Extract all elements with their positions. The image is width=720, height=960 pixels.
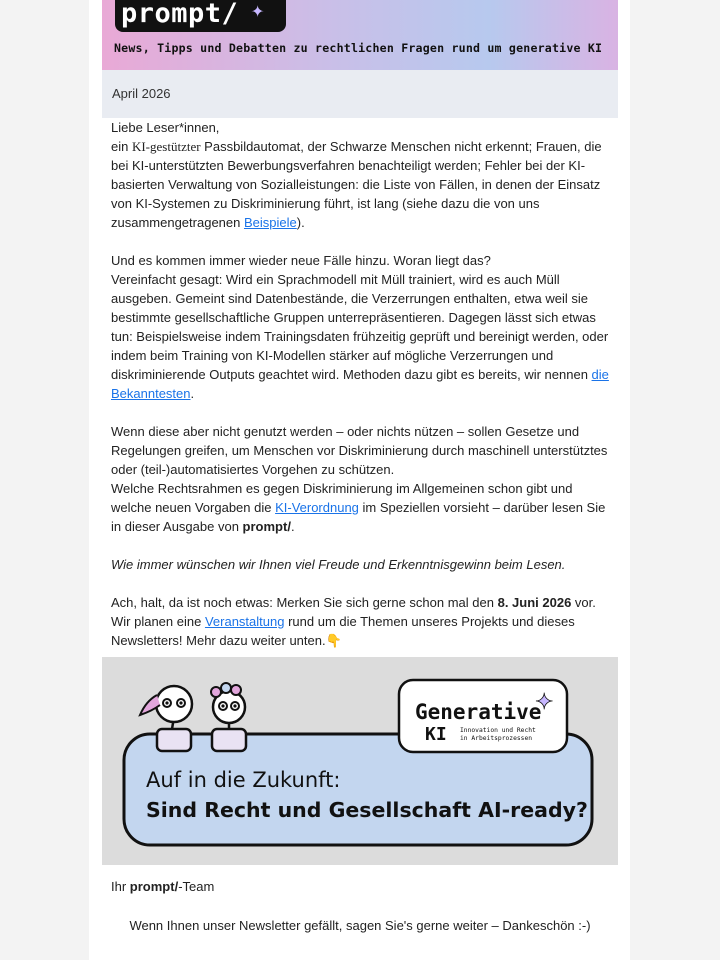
event-banner[interactable]: [102, 657, 618, 865]
italic-text: Wie immer wünschen wir Ihnen viel Freude und Erkenntnisgewinn beim Lesen.: [111, 557, 566, 572]
law-paragraph: Wenn diese aber nicht genutzt werden – oder nichts nützen – sollen Gesetze und Regelungen greifen, um Menschen vor Diskriminierung durch maschinell unterstütztes oder (teil-)automatisiertes Vorgehen zu schützen.: [111, 424, 608, 477]
event-banner-graphic: [102, 657, 618, 865]
banner-headline-2: Sind Recht und Gesellschaft AI-ready?: [146, 798, 588, 822]
text-span: .: [190, 386, 195, 401]
newsletter-header: [102, 0, 618, 70]
logo-word: Generative: [415, 700, 542, 724]
newsletter-tagline: News, Tipps und Debatten zu rechtlichen Fragen rund um generative KI: [114, 41, 603, 55]
share-footer: Wenn Ihnen unser Newsletter gefällt, sagen Sie's gerne weiter – Dankeschön :-): [129, 918, 591, 933]
logo-subtitle-2: in Arbeitsprozessen: [460, 735, 533, 742]
text-span: -Team: [178, 879, 215, 894]
intro-paragraph: [111, 137, 616, 232]
issue-date: April 2026: [112, 86, 171, 101]
text-span: Passbildautomat, der Schwarze Menschen nicht erkennt; Frauen, die bei KI-unterstützten Bewerbungsverfahren benachteiligt werden; Fehler bei der KI-basierten Verwaltung von Sozialleistungen: die Liste von Fällen, in denen der Einsatz von KI-Systemen zu Diskriminierung führt, ist lang (siehe dazu die von uns zusammengetragenen: [111, 139, 602, 230]
issue-paragraph: [111, 479, 616, 536]
veranstaltung-link[interactable]: Veranstaltung: [204, 614, 285, 629]
text-span: KI-gestützter: [131, 139, 201, 154]
text-span: .: [290, 519, 295, 534]
prompt-logo: [115, 0, 286, 32]
ki-verordnung-link[interactable]: KI-Verordnung: [275, 500, 359, 515]
banner-headline-1: Auf in die Zukunft:: [146, 768, 341, 792]
event-paragraph: [111, 593, 616, 650]
event-date: 8. Juni 2026: [497, 595, 572, 610]
bold-text: prompt/: [242, 519, 291, 534]
beispiele-link[interactable]: Beispiele: [243, 215, 297, 230]
text-span: vor. Wir planen eine: [111, 595, 596, 629]
text-span: Vereinfacht gesagt: Wird ein Sprachmodell mit Müll trainiert, wird es auch Müll ausgeben. Gemeint sind Datenbestände, die Verzerrungen enthalten, etwa weil sie bestimmte gesellschaftliche Gruppen unterrepräsentieren. Dagegen lässt sich etwas tun: Beispielsweise indem Trainingsdaten frühzeitig geprüft und bereinigt werden, oder indem beim Training von KI-Modellen stärker auf mögliche Verzerrungen und diskriminierende Outputs geachtet wird. Methoden dazu gibt es bereits, wir nennen: [111, 272, 609, 382]
issue-date-band: [102, 70, 618, 118]
text-span: Ihr: [111, 879, 130, 894]
logo-ki: KI: [425, 724, 447, 745]
newsletter-body: [111, 118, 616, 650]
greeting: Liebe Leser*innen,: [111, 120, 220, 135]
logo-subtitle-1: Innovation und Recht: [460, 727, 536, 734]
logo-text: prompt/: [121, 0, 239, 29]
text-span: ).: [296, 215, 305, 230]
bekanntesten-link[interactable]: die Bekanntesten: [111, 367, 609, 401]
text-span: im Speziellen vorsieht – darüber lesen Sie in dieser Ausgabe von: [111, 500, 606, 534]
text-span: rund um die Themen unseres Projekts und dieses Newsletters! Mehr dazu weiter unten.: [111, 614, 575, 648]
robot-character-icon: [211, 683, 246, 751]
text-span: Ach, halt, da ist noch etwas: Merken Sie sich gerne schon mal den: [111, 595, 498, 610]
text-span: ein: [111, 139, 132, 154]
bold-text: prompt/: [129, 879, 179, 894]
signature: [111, 879, 214, 894]
text-span: Welche Rechtsrahmen es gegen Diskriminierung im Allgemeinen schon gibt und welche neuen Vorgaben die: [111, 481, 573, 515]
question-line: Und es kommen immer wieder neue Fälle hinzu. Woran liegt das?: [111, 253, 491, 268]
sparkle-icon: ✦: [535, 689, 554, 714]
explanation-paragraph: [111, 270, 616, 403]
wish-line: [111, 555, 616, 574]
sparkle-icon: ✦: [251, 0, 265, 23]
pointing-down-icon: 👇: [325, 633, 342, 648]
